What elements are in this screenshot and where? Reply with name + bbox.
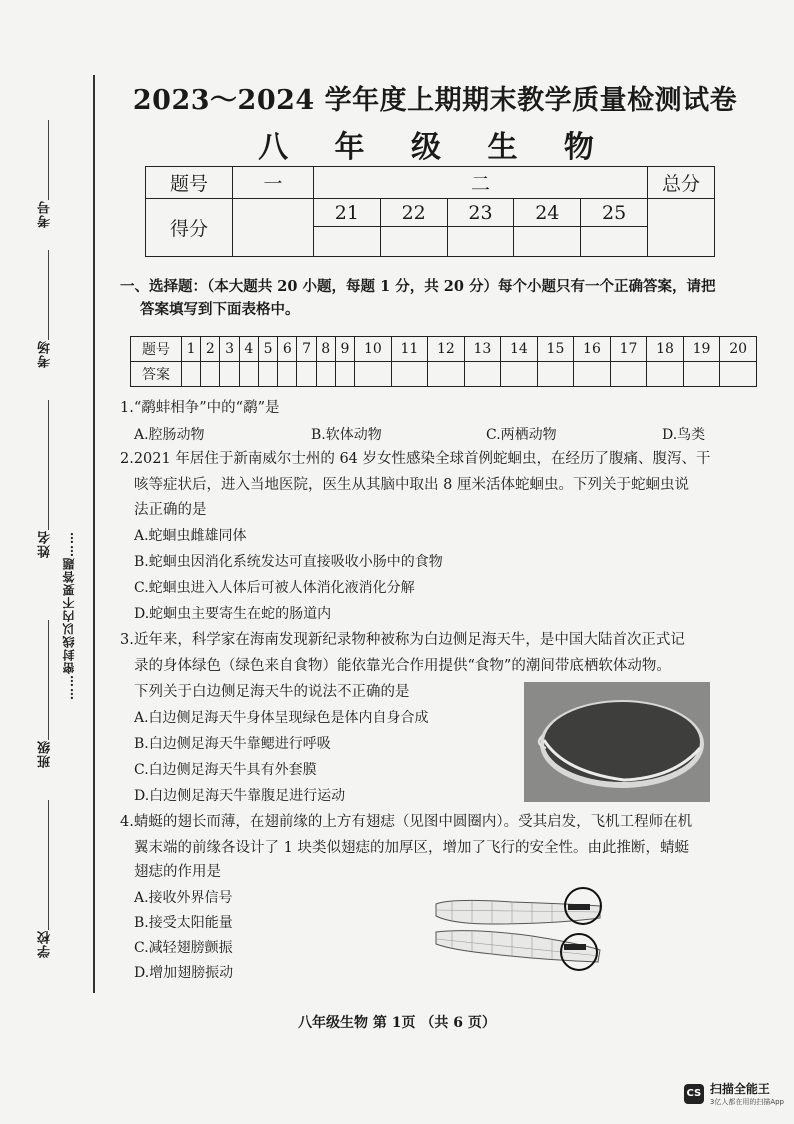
q2-line2: 咳等症状后，进入当地医院，医生从其脑中取出 8 厘米活体蛇蛔虫。下列关于蛇蛔虫说: [134, 477, 689, 493]
q4-line1: 4.蜻蜓的翅长而薄，在翅前缘的上方有翅痣（见图中圆圈内）。受其启发，飞机工程师在机: [120, 814, 693, 830]
answer-num: 11: [391, 337, 428, 362]
answer-num: 5: [258, 337, 277, 362]
class-blank: [48, 620, 49, 740]
answer-num: 18: [647, 337, 684, 362]
answer-num: 20: [720, 337, 757, 362]
scanner-watermark: [684, 1080, 784, 1107]
dragonfly-wing-drawing: [432, 884, 608, 980]
score-total-cell[interactable]: [648, 199, 715, 257]
q4-option-a[interactable]: A.接收外界信号: [134, 890, 233, 906]
answer-num: 6: [278, 337, 297, 362]
q3-option-a[interactable]: A.白边侧足海天牛身体呈现绿色是体内自身合成: [134, 710, 429, 726]
score-part1: 一: [233, 167, 314, 199]
q2-option-b[interactable]: B.蛇蛔虫因消化系统发达可直接吸收小肠中的食物: [134, 554, 443, 570]
answer-num: 4: [239, 337, 258, 362]
q3-line3: 下列关于白边侧足海天牛的说法不正确的是: [134, 684, 410, 700]
score-cell-24[interactable]: [514, 227, 581, 257]
answer-cell[interactable]: [297, 362, 316, 387]
answer-cell[interactable]: [464, 362, 501, 387]
dragonfly-wing-photo: [432, 884, 608, 980]
answer-cell[interactable]: [182, 362, 201, 387]
answer-tihao: 题号: [131, 337, 182, 362]
score-cell-25[interactable]: [581, 227, 648, 257]
answer-daan: 答案: [131, 362, 182, 387]
camscanner-logo-icon: CS: [684, 1084, 704, 1104]
answer-num: 10: [355, 337, 392, 362]
score-tihao: 题号: [146, 167, 233, 199]
scanner-tagline: 3亿人都在用的扫描App: [709, 1098, 784, 1106]
q2-option-c[interactable]: C.蛇蛔虫进入人体后可被人体消化液消化分解: [134, 580, 415, 596]
exam-number-label: 考号: [38, 200, 53, 228]
answer-num: 1: [182, 337, 201, 362]
answer-cell[interactable]: [683, 362, 720, 387]
score-sub-23: 23: [447, 199, 514, 227]
exam-room-blank: [48, 250, 49, 340]
score-part1-cell[interactable]: [233, 199, 314, 257]
answer-num: 15: [537, 337, 574, 362]
q3-option-d[interactable]: D.白边侧足海天牛靠腹足进行运动: [134, 788, 346, 804]
q2-option-d[interactable]: D.蛇蛔虫主要寄生在蛇的肠道内: [134, 606, 332, 622]
answer-num: 2: [201, 337, 220, 362]
q4-option-c[interactable]: C.减轻翅膀颤振: [134, 940, 233, 956]
q1-option-a[interactable]: A.腔肠动物: [134, 427, 205, 443]
answer-cell[interactable]: [501, 362, 538, 387]
sea-slug-photo: [524, 682, 710, 802]
answer-table: [130, 336, 757, 387]
answer-num: 17: [610, 337, 647, 362]
score-total: 总分: [648, 167, 715, 199]
margin-rule: [93, 75, 95, 993]
score-sub-21: 21: [314, 199, 381, 227]
score-cell-21[interactable]: [314, 227, 381, 257]
score-part2: 二: [314, 167, 648, 199]
score-cell-23[interactable]: [447, 227, 514, 257]
answer-num: 19: [683, 337, 720, 362]
seal-line-text: ……密封线以内不要答题……: [62, 531, 76, 700]
answer-num: 9: [335, 337, 354, 362]
score-sub-22: 22: [380, 199, 447, 227]
score-cell-22[interactable]: [380, 227, 447, 257]
answer-cell[interactable]: [201, 362, 220, 387]
exam-subtitle: 八 年 级 生 物: [258, 130, 612, 165]
q4-option-d[interactable]: D.增加翅膀振动: [134, 965, 234, 981]
q3-option-b[interactable]: B.白边侧足海天牛靠鳃进行呼吸: [134, 736, 331, 752]
class-label: 班级: [38, 740, 53, 768]
score-defen: 得分: [146, 199, 233, 257]
name-label: 姓名: [38, 530, 53, 558]
answer-cell[interactable]: [574, 362, 611, 387]
answer-cell[interactable]: [335, 362, 354, 387]
q1-stem: 1.“鹬蚌相争”中的“鹬”是: [120, 400, 280, 416]
q2-line1: 2.2021 年居住于新南威尔士州的 64 岁女性感染全球首例蛇蛔虫，在经历了腹痛、腹泻、干: [120, 451, 711, 467]
q4-option-b[interactable]: B.接受太阳能量: [134, 915, 233, 931]
answer-num: 7: [297, 337, 316, 362]
answer-num: 14: [501, 337, 538, 362]
q1-option-b[interactable]: B.软体动物: [311, 427, 382, 443]
answer-cell[interactable]: [610, 362, 647, 387]
answer-num: 12: [428, 337, 465, 362]
q3-option-c[interactable]: C.白边侧足海天牛具有外套膜: [134, 762, 317, 778]
answer-cell[interactable]: [316, 362, 335, 387]
page-footer: 八年级生物 第 1页 （共 6 页）: [298, 1015, 496, 1031]
answer-cell[interactable]: [391, 362, 428, 387]
answer-cell[interactable]: [647, 362, 684, 387]
q3-line1: 3.近年来，科学家在海南发现新纪录物种被称为白边侧足海天牛，是中国大陆首次正式记: [120, 632, 685, 648]
scanner-brand: 扫描全能王: [709, 1082, 770, 1096]
answer-cell[interactable]: [355, 362, 392, 387]
answer-cell[interactable]: [537, 362, 574, 387]
name-blank: [48, 400, 49, 530]
score-sub-24: 24: [514, 199, 581, 227]
answer-num: 8: [316, 337, 335, 362]
answer-cell[interactable]: [278, 362, 297, 387]
q1-option-d[interactable]: D.鸟类: [662, 427, 706, 443]
answer-num: 16: [574, 337, 611, 362]
school-blank: [48, 800, 49, 930]
q2-option-a[interactable]: A.蛇蛔虫雌雄同体: [134, 528, 247, 544]
exam-room-label: 考场: [38, 340, 53, 368]
exam-title: 2023～2024 学年度上期期末教学质量检测试卷: [132, 85, 738, 116]
school-label: 学校: [38, 930, 53, 958]
answer-cell[interactable]: [220, 362, 239, 387]
q1-option-c[interactable]: C.两栖动物: [486, 427, 557, 443]
answer-cell[interactable]: [720, 362, 757, 387]
q3-line2: 录的身体绿色（绿色来自食物）能依靠光合作用提供“食物”的潮间带底栖软体动物。: [134, 658, 671, 674]
score-sub-25: 25: [581, 199, 648, 227]
answer-num: 3: [220, 337, 239, 362]
q4-line2: 翼末端的前缘各设计了 1 块类似翅痣的加厚区，增加了飞行的安全性。由此推断，蜻蜓: [134, 840, 689, 856]
q4-line3: 翅痣的作用是: [134, 864, 221, 880]
sea-slug-drawing: [524, 682, 710, 802]
answer-cell[interactable]: [428, 362, 465, 387]
q2-line3: 法正确的是: [134, 502, 207, 518]
exam-number-blank: [48, 120, 49, 200]
answer-num: 13: [464, 337, 501, 362]
answer-cell[interactable]: [239, 362, 258, 387]
section1-line2: 答案填写到下面表格中。: [140, 301, 300, 318]
binding-margin: [0, 0, 95, 1000]
answer-cell[interactable]: [258, 362, 277, 387]
section1-line1: 一、选择题：（本大题共 20 小题，每题 1 分，共 20 分）每个小题只有一个正确答案，请把: [120, 278, 716, 295]
score-table: [145, 166, 715, 257]
